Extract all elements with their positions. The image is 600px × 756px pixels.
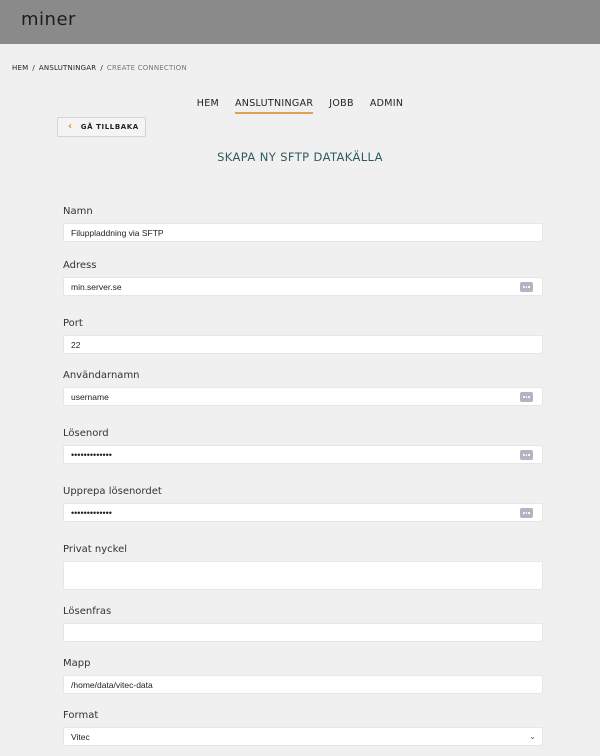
password-repeat-label: Upprepa lösenordet	[63, 486, 162, 497]
username-field[interactable]	[63, 387, 543, 406]
passphrase-field[interactable]	[63, 623, 543, 642]
password-manager-icon[interactable]	[520, 450, 533, 460]
username-label: Användarnamn	[63, 370, 140, 381]
password-field[interactable]	[63, 445, 543, 464]
top-bar	[0, 0, 600, 44]
breadcrumb-item-hem[interactable]: HEM	[12, 64, 29, 72]
username-field-value: username	[71, 391, 109, 402]
name-field[interactable]	[63, 223, 543, 242]
breadcrumb-item-current: CREATE CONNECTION	[106, 64, 187, 72]
nav-item-hem[interactable]: HEM	[196, 98, 219, 109]
chevron-down-icon: ⌄	[529, 732, 536, 741]
breadcrumb-separator: /	[32, 64, 35, 72]
port-field-value: 22	[71, 339, 81, 350]
address-field[interactable]	[63, 277, 543, 296]
private-key-textarea[interactable]	[63, 561, 543, 590]
password-field-value: •••••••••••••	[71, 449, 112, 460]
app-logo[interactable]: miner	[21, 9, 76, 30]
format-label: Format	[63, 710, 99, 721]
private-key-label: Privat nyckel	[63, 544, 128, 555]
breadcrumb	[12, 64, 187, 72]
passphrase-label: Lösenfras	[63, 606, 112, 617]
name-label: Namn	[63, 206, 93, 217]
chevron-left-icon: ‹	[68, 121, 73, 132]
password-repeat-field[interactable]	[63, 503, 543, 522]
name-field-value: Filuppladdning via SFTP	[71, 227, 164, 238]
nav-item-admin[interactable]: ADMIN	[369, 98, 404, 109]
address-field-value: min.server.se	[71, 281, 122, 292]
port-field[interactable]	[63, 335, 543, 354]
folder-field[interactable]	[63, 675, 543, 694]
password-repeat-field-value: •••••••••••••	[71, 507, 112, 518]
page-title: SKAPA NY SFTP DATAKÄLLA	[217, 150, 383, 164]
port-label: Port	[63, 318, 83, 329]
password-manager-icon[interactable]	[520, 282, 533, 292]
breadcrumb-separator: /	[100, 64, 103, 72]
password-manager-icon[interactable]	[520, 508, 533, 518]
format-select-value: Vitec	[71, 731, 90, 742]
format-select[interactable]	[63, 727, 543, 746]
nav-item-anslutningar[interactable]: ANSLUTNINGAR	[235, 98, 313, 114]
main-nav	[0, 98, 600, 114]
password-label: Lösenord	[63, 428, 109, 439]
nav-item-jobb[interactable]: JOBB	[329, 98, 354, 109]
address-label: Adress	[63, 260, 97, 271]
breadcrumb-item-anslutningar[interactable]: ANSLUTNINGAR	[38, 64, 97, 72]
folder-field-value: /home/data/vitec-data	[71, 679, 153, 690]
folder-label: Mapp	[63, 658, 91, 669]
back-button-label: GÅ TILLBAKA	[80, 123, 139, 131]
password-manager-icon[interactable]	[520, 392, 533, 402]
back-button[interactable]	[57, 117, 146, 137]
